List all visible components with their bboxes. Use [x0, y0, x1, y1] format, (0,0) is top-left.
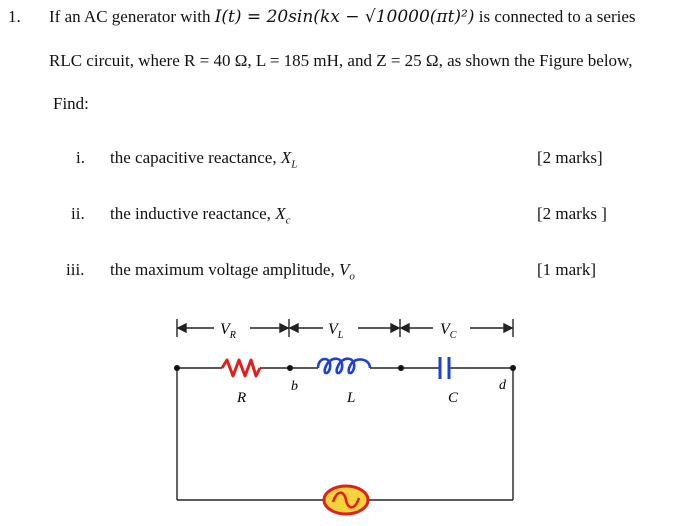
- question-number: 1.: [8, 7, 21, 26]
- part-ii-subscript: c: [285, 214, 291, 227]
- part-ii-label: the inductive reactance,: [110, 204, 276, 223]
- part-ii-marks: [2 marks ]: [537, 204, 607, 223]
- part-iii-number: iii.: [66, 260, 85, 279]
- b-label: b: [291, 379, 298, 394]
- circuit-wires: [177, 368, 513, 500]
- part-iii-symbol: V: [338, 260, 350, 279]
- l-label: L: [347, 390, 356, 406]
- c-label: C: [448, 390, 459, 406]
- part-i-marks: [2 marks]: [537, 148, 603, 167]
- part-iii-subscript: o: [349, 270, 355, 283]
- inductor-icon: [318, 359, 370, 373]
- part-i-number: i.: [76, 148, 85, 167]
- capacitor-icon: [440, 357, 449, 379]
- question-line-2: RLC circuit, where R = 40 Ω, L = 185 mH, and Z = 25 Ω, as shown the Figure below,: [49, 51, 633, 70]
- question-line-1-suffix: is connected to a series: [474, 7, 636, 26]
- d-label: d: [499, 378, 506, 393]
- vr-label: $V_R$: [220, 321, 236, 341]
- part-i-label: the capacitive reactance,: [110, 148, 281, 167]
- vc-label: $V_C$: [440, 321, 457, 341]
- part-iii-marks: [1 mark]: [537, 260, 597, 279]
- vl-label: $V_L$: [328, 321, 344, 341]
- part-ii-symbol: X: [275, 204, 286, 223]
- resistor-icon: [222, 360, 260, 376]
- question-line-1-prefix: If an AC generator with: [49, 7, 215, 26]
- part-i-symbol: X: [280, 148, 292, 167]
- find-label: Find:: [53, 94, 89, 113]
- r-label: R: [237, 390, 247, 406]
- part-i-subscript: L: [291, 158, 298, 171]
- part-ii-number: ii.: [71, 204, 85, 223]
- ac-source-icon: [324, 486, 368, 514]
- current-expression: I(t) = 20sin(kx − √10000(πt)²): [214, 7, 475, 27]
- part-iii-label: the maximum voltage amplitude,: [110, 260, 339, 279]
